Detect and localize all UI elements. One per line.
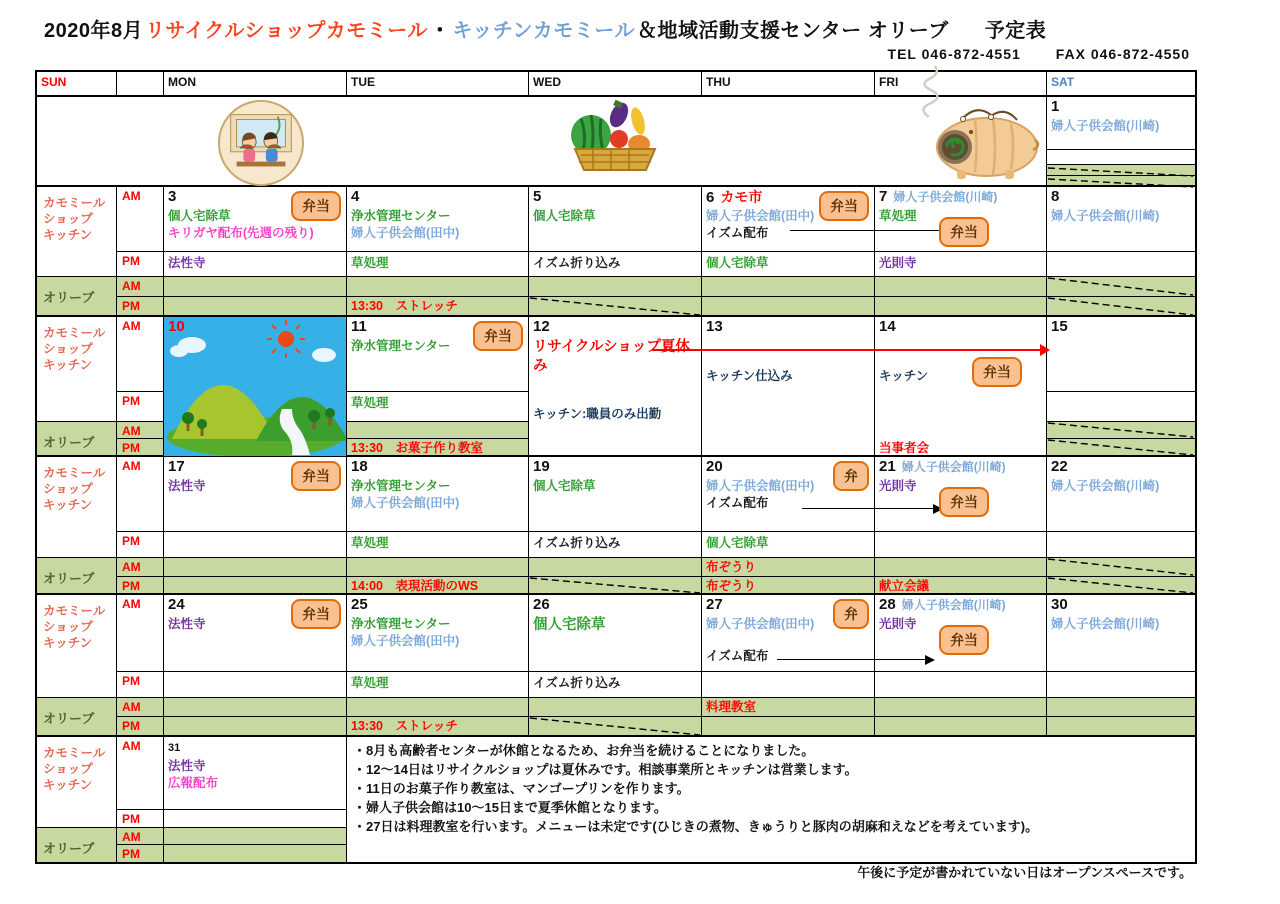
day-number-row: [706, 319, 870, 336]
day-number: 5: [533, 188, 542, 205]
day-cell-30-pm: [1047, 672, 1195, 698]
day-cell-5-olive-am: [529, 277, 702, 297]
day-olive-pm-entries: [706, 578, 870, 595]
schedule-entry: キリガヤ配布(先週の残り): [168, 225, 314, 240]
schedule-entry: 草処理: [351, 396, 389, 410]
day-cell-1-olive-am: [1047, 165, 1195, 176]
day-olive-pm-entries: [351, 298, 524, 315]
day-cell-24-olive-pm: [164, 717, 347, 737]
schedule-entry: 光則寺: [879, 479, 917, 493]
day-cell-26-olive-pm: [529, 717, 702, 737]
ampm-label-cell: AM: [117, 558, 164, 577]
day-cell-4-olive-am: [347, 277, 529, 297]
day-cell-1-olive-pm: [1047, 176, 1195, 187]
day-title-note: 婦人子供会館(川崎): [893, 190, 998, 204]
day-am-entries: [533, 616, 697, 635]
day-number: 10: [168, 318, 185, 335]
side-label-line: カモミール: [43, 326, 106, 340]
schedule-entry: イズム折り込み: [533, 676, 621, 690]
continuation-arrow: [652, 349, 1042, 351]
side-label-line: ショップ: [43, 482, 93, 496]
schedule-entry: 個人宅除草: [168, 209, 231, 223]
day-number: 3: [168, 188, 177, 205]
day-number-row: [1051, 99, 1190, 116]
day-am-entries: [533, 338, 697, 376]
ampm-label-cell: AM: [117, 422, 164, 439]
day-title-note: 婦人子供会館(川崎): [901, 460, 1006, 474]
ampm-label-cell: AM: [117, 277, 164, 297]
day-cell-28-olive-am: [875, 698, 1047, 717]
schedule-entry: 個人宅除草: [533, 617, 606, 633]
schedule-entry: 個人宅除草: [706, 536, 769, 550]
note-line: ・12～14日はリサイクルショップは夏休みです。相談事業所とキッチンは営業します。: [353, 762, 858, 777]
side-label-olive: オリーブ: [37, 422, 117, 457]
day-number: 8: [1051, 188, 1060, 205]
schedule-entry: キッチン: [879, 369, 929, 383]
day-cell-24-olive-am: [164, 698, 347, 717]
schedule-entry: 献立会議: [879, 579, 930, 593]
week1-banner-cell: [37, 97, 1047, 187]
side-label-line: カモミール: [43, 604, 106, 618]
day-cell-14-merged: [875, 317, 1047, 457]
day-olive-am-entries: [706, 559, 870, 576]
day-title-note: カモ市: [720, 189, 763, 205]
bento-badge: 弁当: [291, 461, 341, 491]
side-label-chamomile: [37, 317, 117, 422]
day-pm-entries: [706, 535, 870, 552]
day-cell-8-pm: [1047, 252, 1195, 277]
day-cell-19-olive-am: [529, 558, 702, 577]
day-cell-15-olive-am: [1047, 422, 1195, 439]
schedule-entry: 婦人子供会館(川崎): [1051, 479, 1160, 493]
day-pm-entries: [351, 675, 524, 692]
page-title: [44, 14, 1048, 43]
day-pm-entries: [533, 406, 697, 423]
schedule-entry: 婦人子供会館(田中): [351, 225, 460, 240]
schedule-entry: 婦人子供会館(川崎): [1051, 119, 1160, 133]
ampm-label-cell: PM: [117, 717, 164, 737]
day-am-entries: [1051, 478, 1190, 495]
schedule-entry: 婦人子供会館(川崎): [1051, 209, 1160, 223]
day-cell-22-olive-am: [1047, 558, 1195, 577]
title-date: 2020年8月: [44, 20, 144, 42]
ampm-label-cell: AM: [117, 187, 164, 252]
side-label-line: キッチン: [43, 778, 93, 792]
day-am-entries: [351, 478, 524, 511]
schedule-entry: 婦人子供会館(川崎): [1051, 617, 1160, 631]
ampm-label-cell: PM: [117, 252, 164, 277]
day-cell-8-olive-am: [1047, 277, 1195, 297]
side-label-line: カモミール: [43, 746, 106, 760]
schedule-entry: 法性寺: [168, 617, 206, 631]
day-am-entries: [351, 208, 524, 241]
day-number: 11: [351, 318, 367, 335]
day-number-row: [351, 597, 524, 614]
schedule-entry: 草処理: [879, 209, 917, 223]
side-label-line: キッチン: [43, 498, 93, 512]
day-number-row: [351, 189, 524, 206]
day-am-entries: [351, 616, 524, 649]
side-label-line: キッチン: [43, 358, 93, 372]
continuation-arrow: [802, 508, 935, 509]
schedule-entry: 婦人子供会館(田中): [351, 495, 460, 510]
ampm-label-cell: AM: [117, 698, 164, 717]
note-line: ・27日は料理教室を行います。メニューは未定です(ひじきの煮物、きゅうりと豚肉の胡麻和えなどを考えています)。: [353, 819, 1039, 834]
schedule-entry: 光則寺: [879, 256, 917, 270]
day-cell-17-pm: [164, 532, 347, 558]
ampm-label-cell: AM: [117, 828, 164, 845]
side-label-chamomile: [37, 457, 117, 558]
side-label-line: ショップ: [43, 212, 93, 226]
day-cell-21-olive-am: [875, 558, 1047, 577]
day-number: 31: [168, 742, 181, 754]
footer-note: 午後に予定が書かれていない日はオープンスペースです。: [857, 865, 1192, 880]
side-label-olive: オリーブ: [37, 828, 117, 862]
day-cell-22-pm: [1047, 532, 1195, 558]
note-line: ・11日のお菓子作り教室は、マンゴープリンを作ります。: [353, 781, 690, 796]
day-pm-entries: [351, 255, 524, 272]
day-cell-18-olive-am: [347, 558, 529, 577]
bento-badge: 弁当: [939, 487, 989, 517]
day-number: 19: [533, 458, 550, 475]
fax-number: 046-872-4550: [1090, 46, 1190, 62]
schedule-entry: 14:00 表現活動のWS: [351, 579, 479, 593]
header-lab: [117, 72, 164, 97]
day-cell-5-olive-pm: [529, 297, 702, 317]
arrow-head-icon: [1040, 344, 1050, 356]
schedule-entry: イズム配布: [706, 225, 769, 240]
tel-number: 046-872-4551: [921, 46, 1021, 62]
schedule-entry: イズム配布: [706, 495, 769, 510]
bento-badge: 弁: [833, 599, 869, 629]
day-number-row: [168, 739, 342, 757]
day-pm-entries: [879, 255, 1042, 272]
day-am-entries: [706, 648, 870, 665]
day-cell-28-olive-pm: [875, 717, 1047, 737]
ampm-label-cell: AM: [117, 457, 164, 532]
day-number: 21: [879, 458, 896, 475]
day-cell-21-pm: [875, 532, 1047, 558]
day-cell-3-olive-pm: [164, 297, 347, 317]
schedule-entry: 布ぞうり: [706, 579, 757, 593]
day-number: 12: [533, 318, 550, 335]
day-cell-31-pm: [164, 810, 347, 828]
day-am-entries: [533, 208, 697, 225]
day-pm-entries: [168, 255, 342, 272]
day-cell-22-olive-pm: [1047, 577, 1195, 595]
title-suffix: 予定表: [984, 20, 1047, 42]
day-cell-24-pm: [164, 672, 347, 698]
day-number: 30: [1051, 596, 1068, 613]
schedule-entry: 13:30 ストレッチ: [351, 299, 458, 313]
day-am-entries: [1051, 208, 1190, 225]
day-pm-entries: [706, 255, 870, 272]
day-olive-pm-entries: [351, 718, 524, 735]
ampm-label-cell: PM: [117, 439, 164, 457]
side-label-chamomile: [37, 737, 117, 828]
schedule-entry: 当事者会: [879, 441, 930, 455]
day-number: 22: [1051, 458, 1068, 475]
day-number: 6: [706, 189, 715, 206]
schedule-entry: 個人宅除草: [533, 479, 596, 493]
title-rest: ＆地域活動支援センター オリーブ: [637, 20, 949, 42]
day-number-row: [879, 319, 1042, 336]
day-olive-pm-entries: [351, 440, 524, 457]
side-label-chamomile: [37, 187, 117, 277]
day-cell-30-olive-pm: [1047, 717, 1195, 737]
day-number-row: [1051, 597, 1190, 614]
schedule-entry: 法性寺: [168, 759, 206, 773]
day-number: 26: [533, 596, 550, 613]
side-label-olive: オリーブ: [37, 558, 117, 595]
bento-badge: 弁当: [473, 321, 523, 351]
calendar-grid: [35, 70, 1197, 864]
smoke-illustration: [909, 60, 943, 123]
schedule-entry: 婦人子供会館(田中): [351, 633, 460, 648]
day-number: 14: [879, 318, 896, 335]
schedule-entry: 婦人子供会館(田中): [706, 479, 815, 493]
day-cell-7-olive-pm: [875, 297, 1047, 317]
header-tue: TUE: [347, 72, 529, 97]
day-pm-entries: [351, 395, 524, 412]
schedule-entry: 個人宅除草: [533, 209, 596, 223]
day-title-note: 婦人子供会館(川崎): [901, 598, 1006, 612]
day-number: 15: [1051, 318, 1068, 335]
fax-label: FAX: [1055, 46, 1086, 62]
side-label-line: ショップ: [43, 620, 93, 634]
ampm-label-cell: AM: [117, 737, 164, 810]
day-olive-pm-entries: [879, 440, 1042, 457]
bento-badge: 弁当: [939, 217, 989, 247]
day-olive-pm-entries: [879, 578, 1042, 595]
day-cell-27-pm: [702, 672, 875, 698]
bento-badge: 弁当: [291, 599, 341, 629]
title-kitchen-name: キッチンカモミール: [452, 20, 636, 42]
ampm-label-cell: PM: [117, 392, 164, 422]
side-label-line: カモミール: [43, 196, 106, 210]
ampm-label-cell: AM: [117, 595, 164, 672]
day-number-row: [879, 459, 1042, 476]
day-pm-entries: [533, 255, 697, 272]
day-number-row: [168, 319, 342, 336]
day-number: 25: [351, 596, 368, 613]
note-line: ・婦人子供会館は10～15日まで夏季休館となります。: [353, 800, 667, 815]
day-cell-17-olive-am: [164, 558, 347, 577]
day-number-row: [533, 459, 697, 476]
schedule-entry: イズム配布: [706, 649, 769, 663]
side-label-line: ショップ: [43, 342, 93, 356]
schedule-entry: 浄水管理センター: [351, 339, 451, 353]
day-number: 13: [706, 318, 723, 335]
schedule-entry: 草処理: [351, 536, 389, 550]
vegetable-basket-illustration: [567, 97, 662, 177]
day-number-row: [1051, 459, 1190, 476]
day-number-row: [879, 597, 1042, 614]
title-shop-name: リサイクルショップカモミール: [145, 20, 428, 42]
schedule-entry: 草処理: [351, 676, 389, 690]
day-number: 18: [351, 458, 368, 475]
day-olive-am-entries: [706, 699, 870, 716]
day-cell-6-olive-am: [702, 277, 875, 297]
ampm-label-cell: PM: [117, 577, 164, 595]
day-number-row: [533, 189, 697, 206]
day-number: 24: [168, 596, 185, 613]
day-cell-30-olive-am: [1047, 698, 1195, 717]
schedule-entry: イズム折り込み: [533, 536, 621, 550]
header-sun: SUN: [37, 72, 117, 97]
schedule-entry: 光則寺: [879, 617, 917, 631]
schedule-entry: 草処理: [351, 256, 389, 270]
kids-watermelon-illustration: [217, 99, 305, 192]
day-pm-entries: [533, 535, 697, 552]
notes-text: [353, 741, 1187, 836]
day-cell-31-olive-pm: [164, 845, 347, 862]
schedule-entry: 浄水管理センター: [351, 617, 451, 631]
day-number: 20: [706, 458, 723, 475]
day-am-entries: [706, 368, 870, 385]
day-am-entries: [1051, 118, 1190, 135]
schedule-entry: 個人宅除草: [706, 256, 769, 270]
header-thu: THU: [702, 72, 875, 97]
ampm-label-cell: PM: [117, 532, 164, 558]
schedule-entry: キッチン仕込み: [706, 369, 793, 383]
ampm-label-cell: AM: [117, 317, 164, 392]
header-sat: SAT: [1047, 72, 1195, 97]
mosquito-coil-pig-illustration: [927, 102, 1042, 187]
continuation-arrow: [790, 230, 954, 231]
schedule-entry: 浄水管理センター: [351, 209, 451, 223]
schedule-entry: キッチン:職員のみ出勤: [533, 407, 662, 421]
header-wed: WED: [529, 72, 702, 97]
day-cell-25-olive-am: [347, 698, 529, 717]
day-number-row: [1051, 189, 1190, 206]
day-number: 1: [1051, 98, 1060, 115]
day-cell-19-olive-pm: [529, 577, 702, 595]
schedule-entry: リサイクルショップ夏休み: [533, 339, 690, 374]
day-cell-31-olive-am: [164, 828, 347, 845]
ampm-label-cell: PM: [117, 672, 164, 698]
title-separator: ・: [429, 20, 451, 42]
ampm-label-cell: PM: [117, 810, 164, 828]
schedule-entry: 料理教室: [706, 700, 757, 714]
day-cell-26-olive-am: [529, 698, 702, 717]
day-number-row: [533, 597, 697, 614]
note-line: ・8月も高齢者センターが休館となるため、お弁当を続けることになりました。: [353, 743, 815, 758]
tel-label: TEL: [887, 46, 917, 62]
side-label-line: ショップ: [43, 762, 93, 776]
day-number-row: [879, 189, 1042, 206]
side-label-line: キッチン: [43, 636, 93, 650]
header-fri: FRI: [875, 72, 1047, 97]
side-label-olive: オリーブ: [37, 277, 117, 317]
day-number: 17: [168, 458, 185, 475]
day-cell-3-olive-am: [164, 277, 347, 297]
ampm-label-cell: PM: [117, 845, 164, 862]
day-number: 28: [879, 596, 896, 613]
day-cell-27-olive-pm: [702, 717, 875, 737]
day-number-row: [1051, 319, 1190, 336]
day-cell-28-pm: [875, 672, 1047, 698]
ampm-label-cell: PM: [117, 297, 164, 317]
day-number: 4: [351, 188, 360, 205]
day-cell-8-olive-pm: [1047, 297, 1195, 317]
schedule-entry: イズム折り込み: [533, 256, 621, 270]
day-pm-entries: [533, 675, 697, 692]
day-cell-17-olive-pm: [164, 577, 347, 595]
day-cell-13-merged: [702, 317, 875, 457]
side-label-chamomile: [37, 595, 117, 698]
side-label-line: キッチン: [43, 228, 93, 242]
schedule-entry: 13:30 ストレッチ: [351, 719, 458, 733]
day-cell-11-olive-am: [347, 422, 529, 439]
schedule-entry: 法性寺: [168, 479, 206, 493]
arrow-head-icon: [925, 655, 935, 665]
day-number-row: [351, 459, 524, 476]
schedule-entry: 婦人子供会館(田中): [706, 617, 815, 631]
schedule-entry: 布ぞうり: [706, 560, 757, 574]
day-pm-entries: [351, 535, 524, 552]
bento-badge: 弁当: [939, 625, 989, 655]
schedule-entry: 13:30 お菓子作り教室: [351, 441, 483, 455]
bento-badge: 弁当: [819, 191, 869, 221]
day-am-entries: [1051, 616, 1190, 633]
mountain-illustration: [164, 317, 346, 461]
day-am-entries: [168, 758, 342, 791]
day-cell-15-pm: [1047, 392, 1195, 422]
bento-badge: 弁当: [291, 191, 341, 221]
bento-badge: 弁: [833, 461, 869, 491]
day-cell-7-olive-am: [875, 277, 1047, 297]
schedule-entry: 広報配布: [168, 775, 219, 790]
day-cell-1-pm: [1047, 150, 1195, 165]
day-number-row: [533, 319, 697, 336]
day-cell-6-olive-pm: [702, 297, 875, 317]
day-am-entries: [533, 478, 697, 495]
header-mon: MON: [164, 72, 347, 97]
schedule-entry: 法性寺: [168, 256, 206, 270]
side-label-olive: オリーブ: [37, 698, 117, 737]
day-number: 7: [879, 188, 888, 205]
side-label-line: カモミール: [43, 466, 106, 480]
bento-badge: 弁当: [972, 357, 1022, 387]
continuation-arrow: [777, 659, 927, 660]
day-cell-15-olive-pm: [1047, 439, 1195, 457]
schedule-entry: 浄水管理センター: [351, 479, 451, 493]
schedule-entry: 婦人子供会館(田中): [706, 209, 815, 223]
day-number: 27: [706, 596, 723, 613]
day-olive-pm-entries: [351, 578, 524, 595]
